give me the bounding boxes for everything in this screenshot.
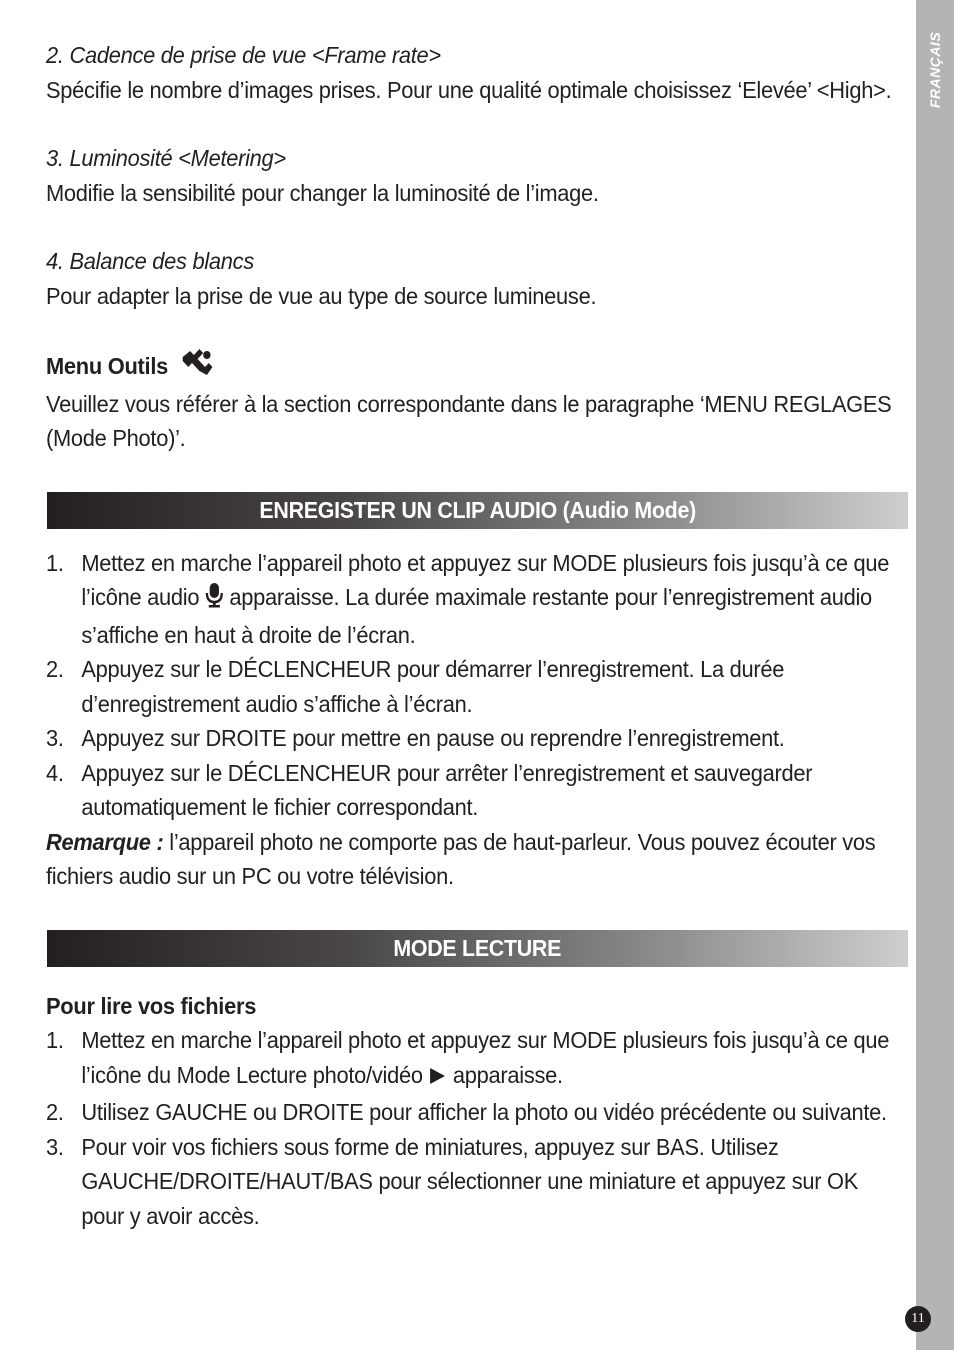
step-text: Mettez en marche l’appareil photo et appuyez sur MODE plusieurs fois jusqu’à ce que l’icône audio [81, 549, 890, 610]
audio-steps [46, 546, 904, 825]
tools-menu-label: Menu Outils [46, 353, 168, 379]
list-item [46, 1095, 904, 1130]
frame-rate-title: 2. Cadence de prise de vue <Frame rate> [46, 42, 441, 68]
white-balance-text: Pour adapter la prise de vue au type de source lumineuse. [46, 282, 597, 309]
list-item [46, 721, 904, 756]
step-text: Appuyez sur le DÉCLENCHEUR pour arrêter l’enregistrement et sauvegarder automatiquement le fichier correspondant. [81, 759, 813, 820]
list-item [46, 1130, 904, 1234]
step-text: Appuyez sur le DÉCLENCHEUR pour démarrer l’enregistrement. La durée d’enregistrement audio s’affiche à l’écran. [81, 656, 785, 717]
language-side-tab [916, 0, 954, 1350]
tools-menu-heading [46, 347, 904, 387]
step-number: 3. [46, 1133, 64, 1160]
note-label: Remarque : [46, 828, 164, 855]
step-number: 3. [46, 725, 64, 751]
playback-steps [46, 1023, 904, 1233]
audio-note [46, 825, 904, 894]
metering-title: 3. Luminosité <Metering> [46, 145, 286, 171]
list-item [46, 756, 904, 825]
tools-menu-text: Veuillez vous référer à la section correspondante dans le paragraphe ‘MENU REGLAGES (Mode Photo)’. [46, 390, 892, 451]
step-text-continued: apparaisse. [452, 1061, 563, 1088]
step-number: 1. [46, 549, 64, 576]
step-text: Mettez en marche l’appareil photo et appuyez sur MODE plusieurs fois jusqu’à ce que l’icône du Mode Lecture photo/vidéo [81, 1027, 890, 1088]
white-balance-title: 4. Balance des blancs [46, 248, 254, 274]
step-text-continued: apparaisse. La durée maximale restante pour l’enregistrement audio s’affiche en haut à droite de l’écran. [81, 584, 872, 648]
play-icon [429, 1061, 448, 1096]
list-item [46, 1023, 904, 1095]
step-number: 1. [46, 1027, 64, 1053]
audio-banner-label: ENREGISTER UN CLIP AUDIO (Audio Mode) [259, 496, 696, 523]
tools-icon [181, 347, 214, 387]
playback-banner-label: MODE LECTURE [393, 934, 562, 961]
step-text: Utilisez GAUCHE ou DROITE pour afficher la photo ou vidéo précédente ou suivante. [81, 1099, 887, 1125]
frame-rate-text: Spécifie le nombre d’images prises. Pour une qualité optimale choisissez ‘Elevée’ <High>. [46, 76, 892, 103]
microphone-icon [205, 582, 224, 618]
page-number: 11 [905, 1306, 931, 1332]
note-text: l’appareil photo ne comporte pas de haut-parleur. Vous pouvez écouter vos fichiers audio sur un PC ou votre télévision. [46, 828, 876, 889]
audio-section-banner [47, 492, 908, 529]
step-number: 2. [46, 656, 64, 682]
step-text: Pour voir vos fichiers sous forme de miniatures, appuyez sur BAS. Utilisez GAUCHE/DROITE/HAUT/BAS pour sélectionner une miniature et appuyez sur OK pour y avoir accès. [81, 1133, 859, 1229]
list-item [46, 546, 904, 653]
playback-heading: Pour lire vos fichiers [46, 992, 257, 1019]
step-text: Appuyez sur DROITE pour mettre en pause ou reprendre l’enregistrement. [81, 725, 785, 751]
list-item [46, 652, 904, 721]
step-number: 2. [46, 1099, 64, 1125]
page-content [46, 38, 908, 1233]
step-number: 4. [46, 759, 64, 786]
language-label: FRANÇAIS [927, 31, 943, 109]
metering-text: Modifie la sensibilité pour changer la luminosité de l’image. [46, 179, 599, 206]
playback-section-banner [47, 930, 908, 967]
